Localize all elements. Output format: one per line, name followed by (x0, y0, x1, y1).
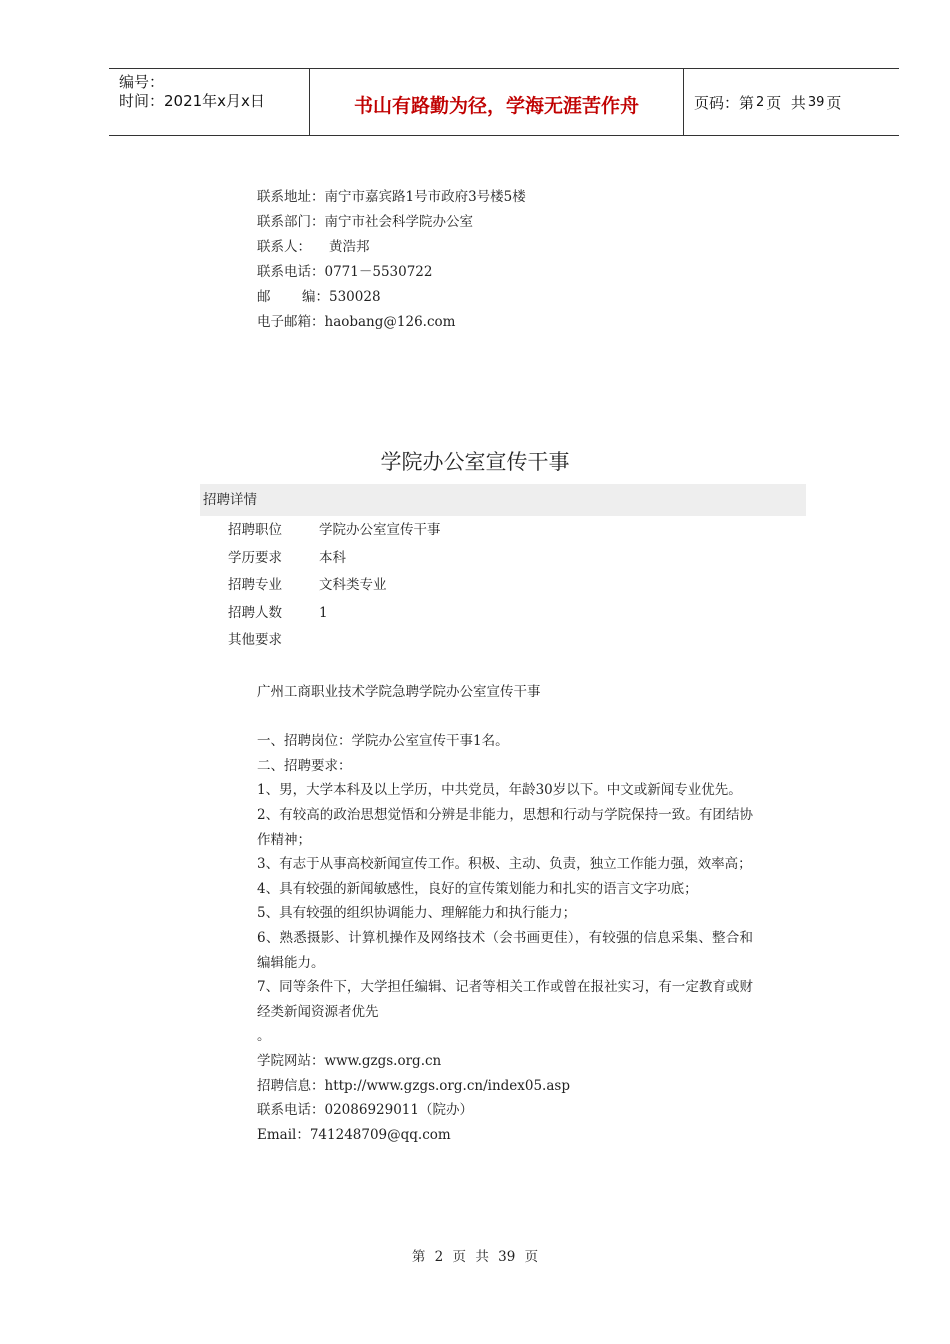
contact-phone-row (257, 260, 526, 285)
body-line: 7、同等条件下，大学担任编辑、记者等相关工作或曾在报社实习，有一定教育或财经类新闻资源者优先 (257, 979, 753, 1020)
contact-zip: 530028 (329, 289, 381, 305)
header-date: 时间：2021年x月x日 (119, 92, 265, 110)
detail-key: 学历要求 (228, 549, 282, 566)
detail-table (228, 517, 441, 655)
contact-zip-label-a: 邮 (257, 289, 271, 305)
detail-value: 1 (319, 604, 328, 621)
header-page-number (684, 69, 899, 135)
contact-person: 黄浩邦 (329, 239, 370, 255)
body-line: 二、招聘要求： (257, 757, 352, 774)
contact-email-row (257, 310, 526, 335)
page-mid: 页 共 (766, 93, 806, 112)
contact-zip-row (257, 285, 526, 310)
job-intro: 广州工商职业技术学院急聘学院办公室宣传干事 (257, 684, 541, 700)
contact-zip-label (257, 285, 329, 310)
detail-row (228, 572, 441, 600)
contact-address-label: 联系地址： (257, 189, 325, 205)
contact-zip-label-b: 编： (302, 289, 329, 305)
contact-phone-label: 联系电话： (257, 264, 325, 280)
body-line: 2、有较高的政治思想觉悟和分辨是非能力，思想和行动与学院保持一致。有团结协作精神； (257, 806, 753, 848)
page-suffix: 页 (826, 93, 842, 112)
page-footer: 第 2 页 共 39 页 (411, 1249, 539, 1265)
header-number-label: 编号： (119, 73, 165, 91)
contact-info (257, 185, 526, 335)
detail-key: 其他要求 (228, 632, 282, 649)
body-line: 4、具有较强的新闻敏感性，良好的宣传策划能力和扎实的语言文字功底； (257, 880, 698, 897)
body-line: 1、男，大学本科及以上学历，中共党员，年龄30岁以下。中文或新闻专业优先。 (257, 782, 742, 799)
body-line: 3、有志于从事高校新闻宣传工作。积极、主动、负责，独立工作能力强，效率高； (257, 856, 752, 873)
detail-key: 招聘职位 (228, 522, 282, 538)
detail-key: 招聘专业 (228, 577, 282, 594)
contact-email[interactable]: haobang@126.com (324, 314, 456, 330)
detail-value: 本科 (319, 549, 346, 566)
contact-person-row (257, 235, 526, 260)
page-prefix: 页码：第 (694, 93, 755, 112)
detail-row (228, 627, 441, 655)
body-line: 。 (257, 1028, 271, 1045)
contact-address-row (257, 185, 526, 210)
detail-row (228, 600, 441, 628)
body-line: 一、招聘岗位：学院办公室宣传干事1名。 (257, 733, 509, 750)
header-meta (109, 69, 310, 135)
website-line[interactable]: 学院网站：www.gzgs.org.cn (257, 1052, 442, 1069)
detail-key: 招聘人数 (228, 604, 282, 621)
detail-heading: 招聘详情 (200, 484, 806, 516)
detail-row (228, 545, 441, 573)
contact-phone: 0771－5530722 (324, 264, 433, 280)
detail-value: 学院办公室宣传干事 (319, 522, 441, 538)
page-current: 2 (756, 94, 765, 110)
contact-dept-label: 联系部门： (257, 214, 325, 230)
position-title: 学院办公室宣传干事 (380, 450, 570, 474)
detail-row (228, 517, 441, 545)
phone-line: 联系电话：02086929011（院办） (257, 1102, 473, 1119)
contact-address: 南宁市嘉宾路1号市政府3号楼5楼 (324, 189, 526, 205)
job-description (257, 680, 753, 1147)
contact-dept: 南宁市社会科学院办公室 (324, 214, 473, 230)
header-motto: 书山有路勤为径，学海无涯苦作舟 (310, 69, 684, 135)
email-line[interactable]: Email：741248709@qq.com (257, 1126, 451, 1143)
contact-dept-row (257, 210, 526, 235)
contact-email-label: 电子邮箱： (257, 314, 325, 330)
detail-value: 文科类专业 (319, 577, 387, 594)
page-header (109, 68, 899, 136)
recruit-info-line[interactable]: 招聘信息：http://www.gzgs.org.cn/index05.asp (257, 1077, 570, 1094)
body-line: 5、具有较强的组织协调能力、理解能力和执行能力； (257, 905, 577, 922)
contact-person-label: 联系人： (257, 239, 311, 255)
page-total: 39 (807, 94, 825, 110)
body-line: 6、熟悉摄影、计算机操作及网络技术（会书画更佳），有较强的信息采集、整合和编辑能力。 (257, 929, 753, 971)
